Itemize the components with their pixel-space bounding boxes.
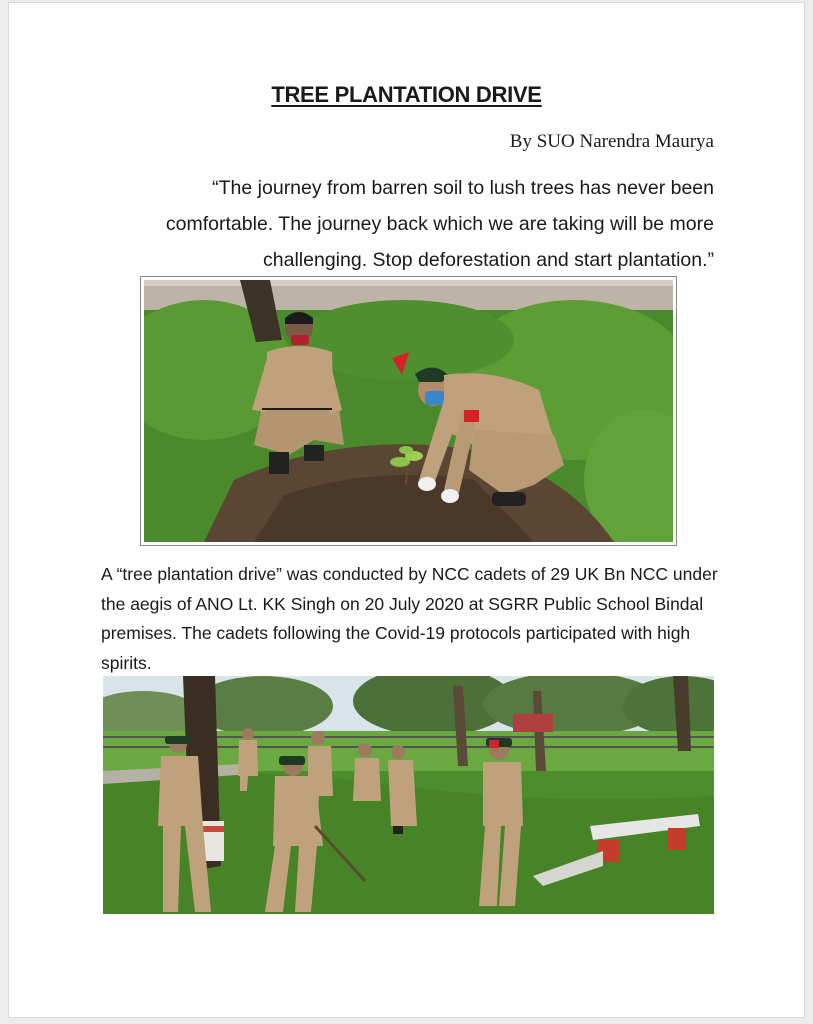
event-description: A “tree plantation drive” was conducted by NCC cadets of 29 UK Bn NCC under the aegis of ANO Lt. KK Singh on 20 July 2020 at SGRR Public School Bindal premises. The cadets following the Covid-19 protocols participated with high spirits. xyxy=(101,564,718,673)
group-photo xyxy=(103,676,714,914)
document-title: TREE PLANTATION DRIVE xyxy=(271,82,542,107)
opening-quote: “The journey from barren soil to lush trees has never been comfortable. The journey back which we are taking will be more challenging. Stop deforestation and start plantation.” xyxy=(165,177,714,271)
author-byline: By SUO Narendra Maurya xyxy=(509,131,714,152)
planting-photo xyxy=(141,277,676,545)
